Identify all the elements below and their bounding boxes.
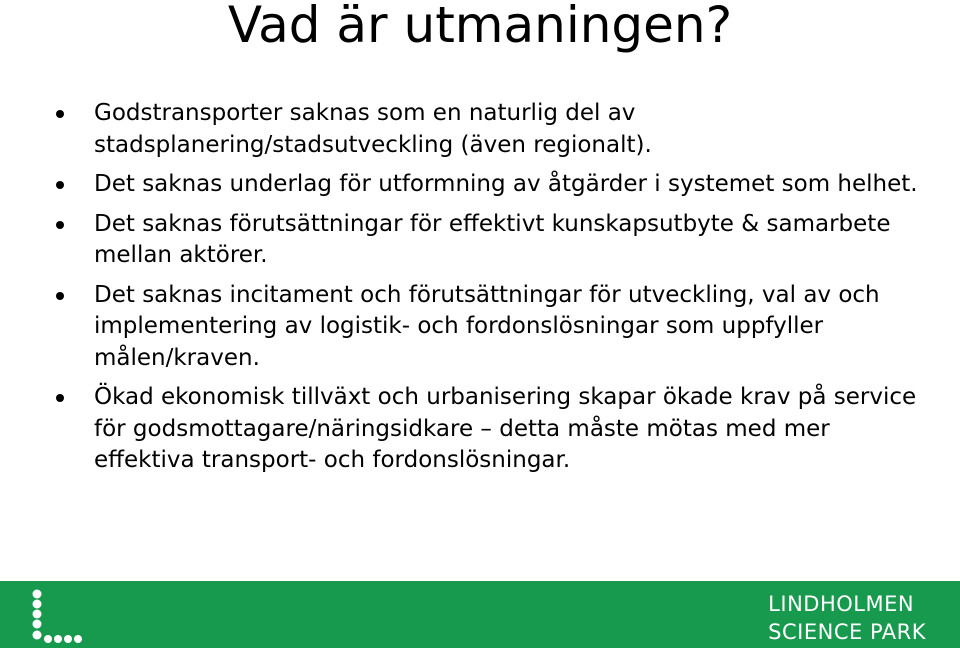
footer-bar [0, 581, 960, 648]
bullet-item [56, 209, 936, 272]
brand-line-1: LINDHOLMEN [768, 592, 915, 616]
bullet-dot-icon [56, 181, 64, 189]
bullet-text: Det saknas incitament och förutsättningar för utveckling, val av och implementering av logistik- och fordonslösningar som uppfyller målen/kraven. [94, 281, 880, 371]
bullet-text: Det saknas underlag för utformning av åtgärder i systemet som helhet. [94, 171, 918, 197]
bullet-list [56, 98, 936, 485]
bullet-text: Det saknas förutsättningar för effektivt kunskapsutbyte & samarbete mellan aktörer. [94, 210, 891, 268]
lindholmen-dots-logo-icon [30, 589, 90, 645]
bullet-item [56, 169, 936, 201]
bullet-dot-icon [56, 221, 64, 229]
bullet-item [56, 280, 936, 375]
brand-name [768, 590, 926, 646]
bullet-text: Ökad ekonomisk tillväxt och urbanisering skapar ökade krav på service för godsmottagare/näringsidkare – detta måste mötas med mer effektiva transport- och fordonslösningar. [94, 384, 917, 473]
brand-line-2: SCIENCE PARK [768, 620, 926, 644]
bullet-item [56, 382, 936, 477]
bullet-dot-icon [56, 110, 64, 118]
bullet-dot-icon [56, 394, 64, 402]
bullet-item [56, 98, 936, 161]
bullet-dot-icon [56, 292, 64, 300]
bullet-text: Godstransporter saknas som en naturlig del av stadsplanering/stadsutveckling (även regionalt). [94, 100, 652, 158]
slide-title: Vad är utmaningen? [227, 0, 733, 54]
